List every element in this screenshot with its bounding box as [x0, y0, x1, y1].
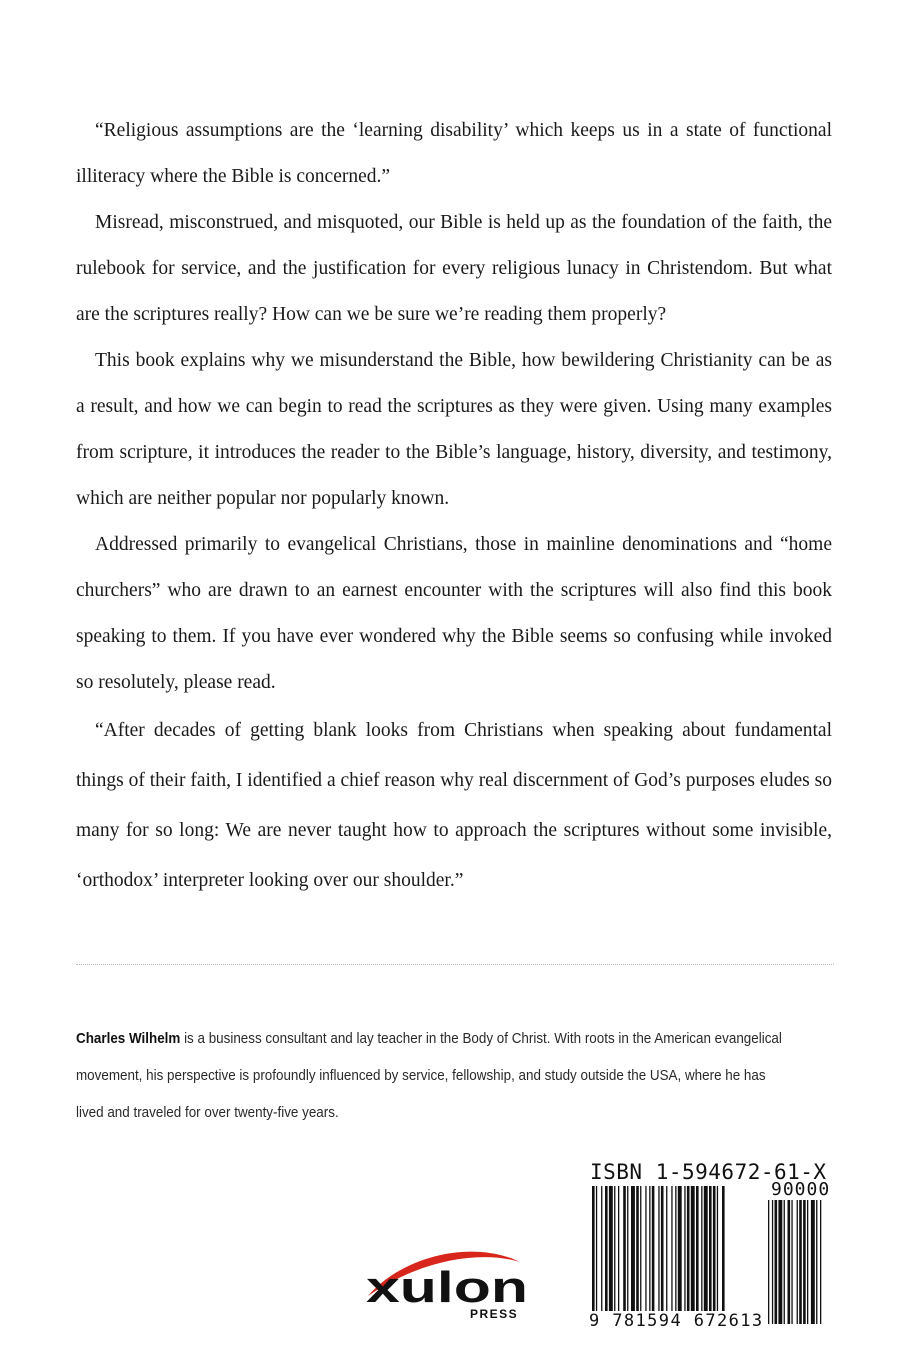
barcode-bar — [709, 1186, 712, 1314]
ean-digits: 9 781594 672613 — [589, 1311, 764, 1331]
addon-bar — [775, 1200, 778, 1324]
barcode-bar — [684, 1186, 685, 1314]
addon-bar — [820, 1200, 821, 1324]
addon-bar — [791, 1200, 792, 1324]
barcode-bar — [661, 1186, 664, 1314]
blurb-paragraph: Misread, misconstrued, and misquoted, our Bible is held up as the foundation of the faith, the rulebook for service, and the justification for every religious lunacy in Christendom. But what are the scriptures really? How can we be sure we’re reading them properly? — [76, 212, 832, 325]
author-name: Charles Wilhelm — [76, 1031, 181, 1047]
barcode-bar — [652, 1186, 655, 1314]
barcode-bar — [666, 1186, 667, 1324]
barcode-bar — [596, 1186, 597, 1324]
logo-press: PRESS — [470, 1307, 519, 1321]
isbn-label: ISBN 1-594672-61-X — [590, 1160, 827, 1184]
barcode-bar — [631, 1186, 635, 1314]
blurb-paragraph: Addressed primarily to evangelical Christians, those in mainline denominations and “home churchers” who are drawn to an earnest encounter with the scriptures will also find this book speaking to them. If you have ever wondered why the Bible seems so confusing while invoked so resolutely, please read. — [76, 534, 832, 693]
barcode-bar — [722, 1186, 725, 1314]
barcode-bar — [713, 1186, 716, 1314]
barcode-bar — [675, 1186, 676, 1314]
publisher-logo — [360, 1240, 540, 1322]
addon-bar — [816, 1200, 817, 1324]
author-quote: “After decades of getting blank looks from Christians when speaking about fundamental things of their faith, I identified a chief reason why real discernment of God’s purposes eludes so many for so long: We are never taught how to approach the scriptures without some invisible, ‘orthodox’ interpreter looking over our shoulder.” — [76, 720, 832, 891]
barcode-bar — [609, 1186, 613, 1314]
addon-bar — [784, 1200, 785, 1324]
barcode-bar — [696, 1186, 699, 1314]
addon-bar — [772, 1200, 773, 1324]
addon-bar — [799, 1200, 802, 1324]
barcode-bar — [640, 1186, 641, 1314]
author-bio-text: is a business consultant and lay teacher in the Body of Christ. With roots in the American evangelical movement, his perspective is profoundly influenced by service, fellowship, and study outside the USA, where he has lived and traveled for over twenty-five years. — [76, 1031, 782, 1121]
barcode-bar — [601, 1186, 602, 1314]
addon-bar — [778, 1200, 782, 1324]
barcode-bar — [658, 1186, 659, 1314]
barcode-bar — [618, 1186, 619, 1314]
barcode-bar — [623, 1186, 626, 1314]
author-bio — [76, 1021, 784, 1132]
addon-bar — [807, 1200, 808, 1324]
barcode-bar — [701, 1186, 702, 1314]
barcode-bar — [605, 1186, 608, 1314]
barcode-bar — [671, 1186, 672, 1324]
back-cover-blurb — [76, 108, 832, 906]
opening-quote: “Religious assumptions are the ‘learning disability’ which keeps us in a state of functional illiteracy where the Bible is concerned.” — [76, 120, 832, 187]
barcode-bar — [678, 1186, 682, 1314]
addon-bar — [797, 1200, 798, 1324]
barcode-bar — [636, 1186, 639, 1314]
xulon-logo-icon — [360, 1240, 540, 1322]
barcode-bar — [645, 1186, 646, 1314]
addon-bar — [803, 1200, 806, 1324]
barcode-bar — [687, 1186, 690, 1314]
barcode-bar — [592, 1186, 595, 1324]
barcode-bar — [704, 1186, 708, 1314]
logo-wordmark: xulon — [366, 1263, 528, 1312]
blurb-paragraph: This book explains why we misunderstand the Bible, how bewildering Christianity can be as a result, and how we can begin to read the scriptures as they were given. Using many examples from scripture, it introduces the reader to the Bible’s language, history, diversity, and testimony, which are neither popular nor popularly known. — [76, 350, 832, 509]
barcode-bar — [691, 1186, 695, 1314]
barcode-bar — [649, 1186, 650, 1314]
addon-bar — [768, 1200, 769, 1324]
price-code: 90000 — [771, 1179, 831, 1200]
barcode-bar — [614, 1186, 615, 1314]
barcode-bar — [717, 1186, 718, 1314]
addon-bar — [788, 1200, 791, 1324]
barcode-bar — [627, 1186, 628, 1314]
addon-bar — [811, 1200, 815, 1324]
section-divider — [76, 964, 834, 965]
